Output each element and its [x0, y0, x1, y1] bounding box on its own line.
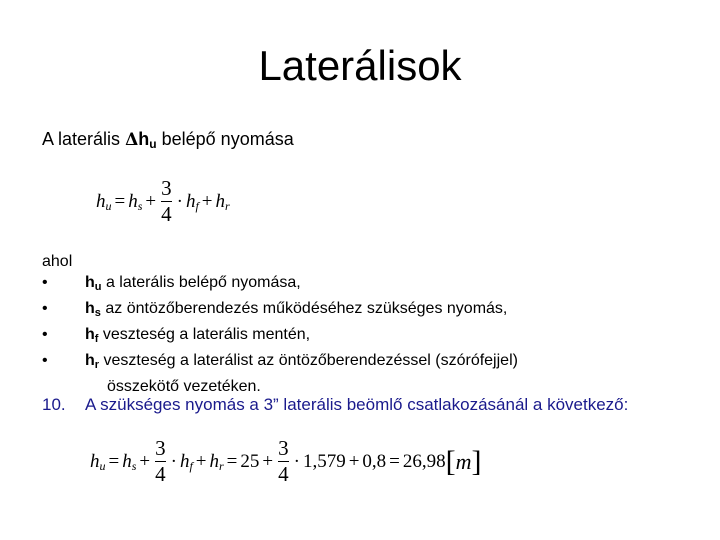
ahol-label: ahol [42, 253, 73, 270]
bullet-symbol-sub: r [94, 359, 100, 371]
list-item [42, 298, 518, 324]
bullet-symbol-sub: s [94, 307, 101, 319]
formula2-dot-2: · [293, 450, 300, 472]
intro-line [42, 129, 294, 151]
formula2-t2-sub: f [189, 459, 193, 473]
formula-hu-numeric [90, 438, 482, 485]
definition-list [42, 272, 518, 398]
formula1-fraction [161, 178, 172, 225]
formula1-dot: · [176, 190, 183, 212]
formula1-equals: = [114, 190, 126, 212]
bullet-symbol-sub: f [94, 333, 99, 345]
intro-h: h [138, 129, 150, 149]
formula2-plus-3: + [262, 450, 274, 472]
formula1-t2-sub: f [195, 199, 199, 213]
numbered-label: 10. [42, 395, 66, 414]
formula1-t2: h [185, 190, 196, 212]
numbered-item-10 [42, 395, 685, 415]
unit-bracket-close: ] [471, 444, 482, 478]
formula2-t1: h [122, 450, 132, 472]
formula1-plus-2: + [201, 190, 213, 212]
formula2-lhs-sub: u [99, 459, 106, 473]
formula2-plus-1: + [139, 450, 151, 472]
formula1-frac-num: 3 [161, 176, 172, 200]
formula1-frac-den: 4 [161, 202, 172, 226]
formula1-t1-sub: s [137, 199, 143, 213]
formula2-equals-2: = [226, 450, 238, 472]
bullet-dot: • [42, 300, 48, 317]
bullet-text: veszteség a laterális mentén, [98, 326, 311, 343]
bullet-symbol: h [85, 300, 95, 317]
formula2-v1: 25 [240, 450, 260, 472]
formula1-lhs-sub: u [105, 199, 112, 213]
formula2-t3: h [209, 450, 219, 472]
formula1-plus-1: + [145, 190, 157, 212]
formula2-frac1-num: 3 [155, 436, 166, 460]
formula1-lhs: h [96, 190, 106, 212]
bullet-dot: • [42, 274, 48, 291]
bullet-symbol: h [85, 352, 95, 369]
formula2-frac1-den: 4 [155, 462, 166, 486]
formula1-t1: h [128, 190, 138, 212]
formula2-fraction-2 [278, 438, 289, 485]
formula2-v3: 0,8 [362, 450, 387, 472]
formula2-equals-3: = [389, 450, 400, 472]
formula2-plus-2: + [195, 450, 207, 472]
unit-bracket-open: [ [445, 444, 456, 478]
unit-m: m [455, 448, 472, 474]
formula2-plus-4: + [348, 450, 360, 472]
page-title: Laterálisok [258, 42, 462, 89]
formula-hu [96, 178, 230, 225]
formula2-frac2-den: 4 [278, 462, 289, 486]
formula2-v2: 1,579 [302, 450, 346, 472]
list-item [42, 324, 518, 350]
intro-prefix: A laterális [42, 129, 121, 149]
bullet-text: a laterális belépő nyomása, [101, 274, 301, 291]
formula2-result: 26,98 [402, 450, 446, 472]
bullet-continuation: összekötő vezetéken. [107, 378, 261, 395]
bullet-symbol: h [85, 326, 95, 343]
list-item [42, 350, 518, 398]
bullet-symbol-sub: u [94, 281, 102, 293]
formula2-dot-1: · [170, 450, 177, 472]
numbered-text: A szükséges nyomás a 3” laterális beömlő csatlakozásánál a következő: [85, 395, 629, 414]
list-item [42, 272, 518, 298]
bullet-text: az öntözőberendezés működéséhez szükséges nyomás, [100, 300, 508, 317]
bullet-text: veszteség a laterálist az öntözőberendezéssel (szórófejjel) [99, 352, 518, 369]
formula1-t3-sub: r [225, 199, 230, 213]
formula2-t3-sub: r [219, 459, 224, 473]
formula2-frac2-num: 3 [278, 436, 289, 460]
intro-h-sub: u [149, 137, 157, 151]
delta-symbol: Δ [125, 130, 139, 150]
formula2-fraction-1 [155, 438, 166, 485]
formula2-t2: h [179, 450, 190, 472]
formula2-equals-1: = [108, 450, 120, 472]
bullet-symbol: h [85, 274, 95, 291]
formula2-lhs: h [90, 450, 100, 472]
formula2-t1-sub: s [131, 459, 137, 473]
formula1-t3: h [215, 190, 225, 212]
intro-suffix: belépő nyomása [161, 129, 294, 149]
bullet-dot: • [42, 326, 48, 343]
bullet-dot: • [42, 352, 48, 369]
